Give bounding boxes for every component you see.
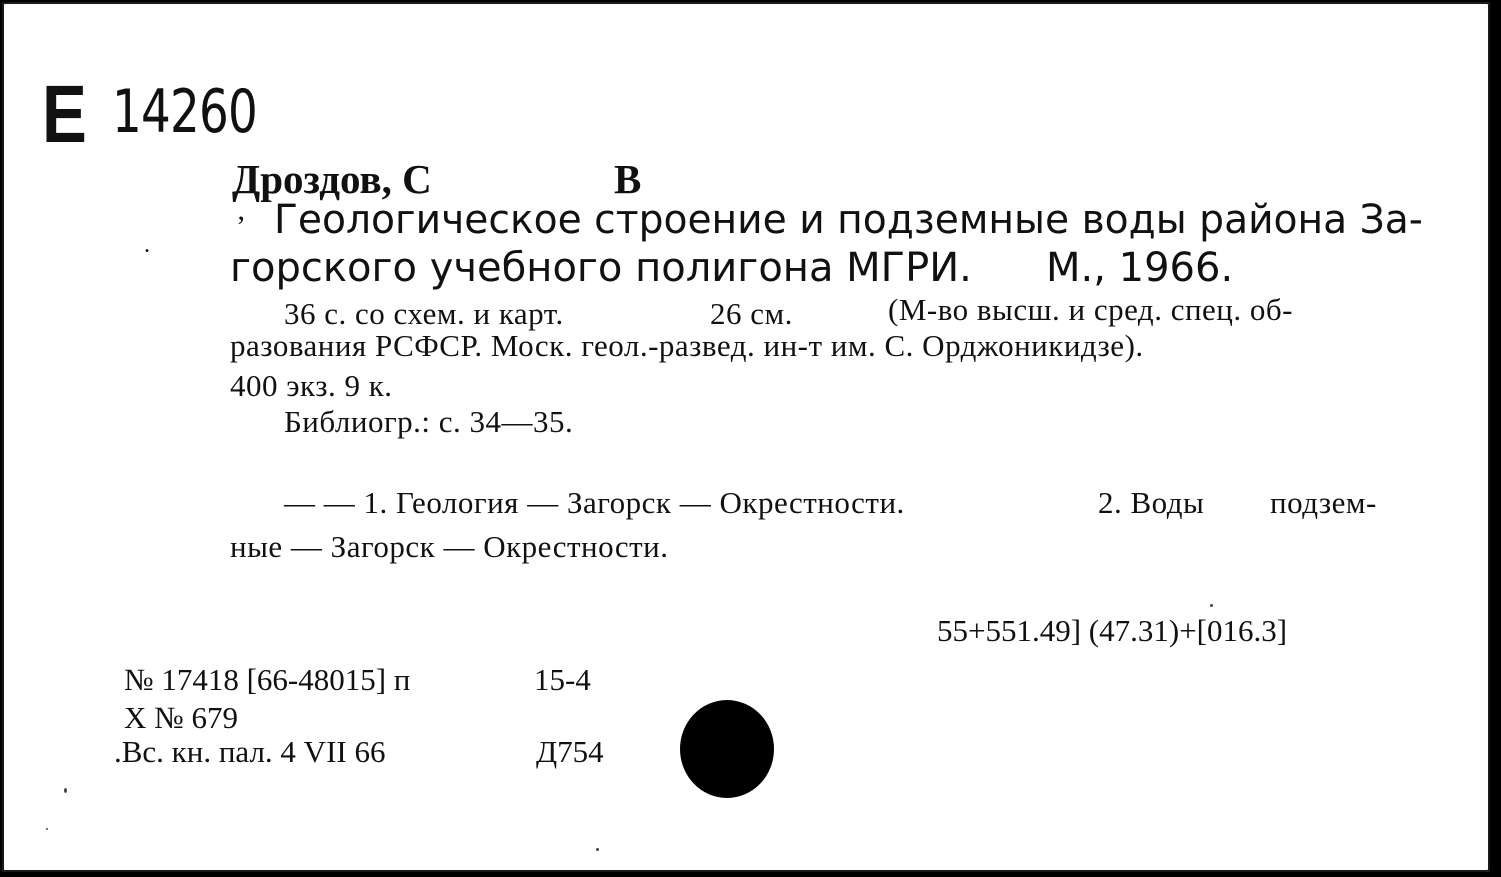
series-note-line-2: разования РСФСР. Моск. геол.-развед. ин-т им. С. Орджоникидзе). [230,328,1144,363]
scan-speck [1210,604,1213,607]
record-number: № 17418 [66-48015] п [124,662,411,697]
author-name: Дроздов, С [232,156,432,202]
print-run-price: 400 экз. 9 к. [230,368,393,403]
scan-speck [596,848,599,851]
author-second-initial: В [614,156,642,202]
scan-edge [1490,0,1501,877]
series-note-line-1: (М-во высш. и сред. спец. об- [888,292,1293,327]
subject-heading-2: 2. Воды [1098,485,1205,520]
imprint: М., 1966. [1046,245,1234,291]
classification-index: 55+551.49] (47.31)+[016.3] [937,613,1288,648]
scan-mark: ’ [236,210,246,243]
chamber-note: .Вс. кн. пал. 4 VII 66 [114,734,386,769]
punch-hole [680,700,774,798]
subject-heading-1: — — 1. Геология — Загорск — Окрестности. [284,485,905,520]
record-code: 15-4 [534,662,591,697]
bibliography-note: Библиогр.: с. 34—35. [284,404,574,439]
subject-heading-line-2: ные — Загорск — Окрестности. [230,529,669,564]
subject-heading-2-cont: подзем- [1270,485,1377,520]
call-number-prefix: Е [42,69,87,160]
catalog-card [2,2,1490,872]
title-line-1: Геологическое строение и подземные воды района За- [274,197,1423,243]
x-number: Х № 679 [124,700,238,735]
call-number: 14260 [112,77,257,147]
book-size: 26 см. [710,296,793,331]
title-line-2: горского учебного полигона МГРИ. [230,245,972,291]
scan-dot: . [144,232,150,258]
scan-speck [46,828,48,830]
collation: 36 с. со схем. и карт. [284,296,564,331]
cutter-number: Д754 [536,734,604,769]
scan-speck [64,788,67,793]
